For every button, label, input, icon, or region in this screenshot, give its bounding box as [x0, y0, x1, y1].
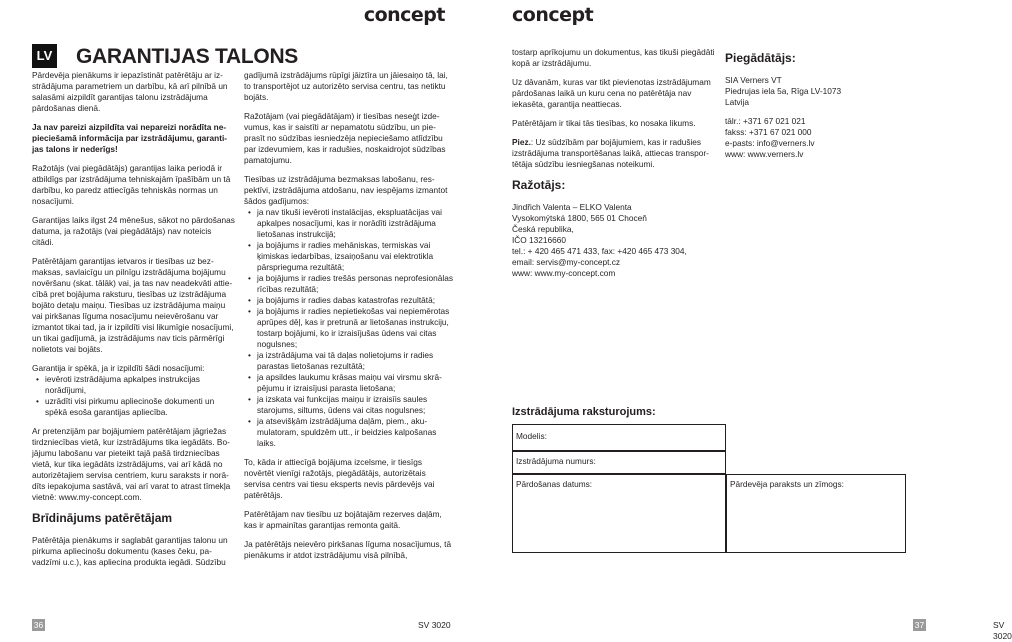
paragraph: Ražotājs (vai piegādātājs) garantijas laika periodā ir atbildīgs par izstrādājuma tehniskajām īpašībām un tā darbību, ko paredz attiecīgās tehniskās normas un nosacījumi.: [32, 163, 231, 206]
list-item: • ja nav tikuši ievēroti instalācijas, ekspluatācijas vai apkalpes nosacījumi, kas ir norādīti izstrādājuma lietošanas instrukcijā;: [244, 207, 453, 240]
contact-line: tālr.: +371 67 021 021: [725, 116, 806, 126]
model-number: SV 3020: [993, 620, 1012, 641]
note-text: : Uz sūdzībām par bojājumiem, kas ir radušies izstrādājuma transportēšanas laikā, attiecas transportētāja sūdzību iesniegšanas noteikumi.: [512, 137, 709, 169]
contact-line: www: www.verners.lv: [725, 149, 804, 159]
brand-logo: concept: [363, 4, 445, 26]
contact-line: www: www.my-concept.com: [512, 268, 616, 278]
address-line: Latvija: [725, 97, 749, 107]
text-column-2: [244, 70, 453, 569]
paragraph: Patērētājam nav tiesību uz bojātajām rezerves daļām, kas ir apmainītas garantijas remonta gaitā.: [244, 509, 442, 530]
field-label: Pārdošanas datums:: [516, 479, 593, 489]
contact-line: Česká republika,: [512, 224, 574, 234]
warning-paragraph: Ja nav pareizi aizpildīta vai nepareizi norādīta nepieciešamā informācija par izstrādājumu, garantijas talons ir nederīgs!: [32, 122, 228, 154]
list-item: • ievēroti izstrādājuma apkalpes instrukcijas norādījumi,: [32, 374, 235, 396]
paragraph: Ražotājam (vai piegādātājam) ir tiesības neseġt izdevumus, kas ir saistīti ar nepamatotu sūdzību, un pieprasīt no sūdzības iesniedzēja nepieciešamo atlīdzību par izdevumiem, kas ir radušies, noskaidrojot sūdzības pamatojumu.: [244, 111, 446, 165]
text-column-4: [725, 47, 935, 160]
paragraph: Ja patērētājs neievēro pirkšanas līguma nosacījumus, tā pienākums ir atdot izstrādājumu visā pilnībā,: [244, 539, 452, 560]
serial-number-field[interactable]: [512, 451, 726, 474]
contact-line: Jindřich Valenta – ELKO Valenta: [512, 202, 632, 212]
paragraph: To, kāda ir attiecīgā bojājuma izcelsme, ir tiesīgs novērtēt vienīgi ražotājs, piegādātājs, autorizētais servisa centrs vai tiesu eksperts nevis pārdevējs vai patērētājs.: [244, 457, 435, 500]
contact-line: e-pasts: info@verners.lv: [725, 138, 815, 148]
contact-line: email: servis@my-concept.cz: [512, 257, 621, 267]
paragraph: gadījumā izstrādājums rūpīgi jāiztīra un jāiesaiņo tā, lai, to transportējot uz autorizēto servisa centru, tas netiktu bojāts.: [244, 70, 448, 102]
right-page: [480, 0, 1012, 641]
list-item: • ja apsildes laukumu krāsas maiņu vai virsmu skrāpējumu ir izraisījusi parasta lietošana;: [244, 372, 453, 394]
list-item: • ja bojājums ir radies dabas katastrofas rezultātā;: [244, 295, 453, 306]
list-item: • ja izskata vai funkcijas maiņu ir izraisīis saules starojums, siltums, ūdens vai citas nogulsnes;: [244, 394, 453, 416]
model-field[interactable]: [512, 424, 726, 451]
section-heading: Piegādātājs:: [725, 51, 796, 65]
list-item: • uzrādīti visi pirkumu apliecinoše dokumenti un spēkā esoša garantijas apliecība.: [32, 396, 235, 418]
list-item: • ja bojājums ir radies nepietiekošas vai nepiemērotas aprūpes dēļ, kas ir pretrunā ar lietošanas instrukciju, tostarp bojājumi, ko ir izraisījušas ūdens vai citas nogulsnes;: [244, 306, 453, 350]
text-column-1: [32, 70, 235, 576]
section-heading: Ražotājs:: [512, 178, 566, 192]
paragraph: Uz dāvanām, kuras var tikt pievienotas izstrādājumam pārdošanas laikā un kuru cena no patērētāja nav iekasēta, garantija neattiecas.: [512, 77, 711, 109]
sale-date-field[interactable]: [512, 474, 726, 553]
paragraph: Garantija ir spēkā, ja ir izpildīti šādi nosacījumi:: [32, 363, 205, 373]
exclusions-list: [244, 207, 453, 449]
contact-line: Vysokomýtská 1800, 565 01 Choceň: [512, 213, 647, 223]
list-item: • ja izstrādājuma vai tā daļas nolietojums ir radies parastas lietošanas rezultātā;: [244, 350, 453, 372]
language-badge: LV: [32, 44, 57, 68]
note-paragraph: [512, 137, 717, 170]
paragraph: Patērētājam ir tikai tās tiesības, ko nosaka likums.: [512, 118, 696, 128]
contact-line: fakss: +371 67 021 000: [725, 127, 812, 137]
paragraph: Patērētāja pienākums ir saglabāt garantijas talonu un pirkuma apliecinošu dokumentu (kases čeku, pavadzīmi u.c.), kas apliecina produkta iegādi. Sūdzību: [32, 535, 228, 567]
list-item: • ja atsevišķām izstrādājuma daļām, piem., akumulatoram, spuldzēm utt., ir beidzies kalpošanas laiks.: [244, 416, 453, 449]
seller-signature-field[interactable]: [726, 474, 906, 553]
page-title: GARANTIJAS TALONS: [76, 45, 299, 68]
product-details-title: Izstrādājuma raksturojums:: [512, 406, 656, 418]
text-column-3: [512, 47, 717, 279]
conditions-list: [32, 374, 235, 418]
contact-line: tel.: + 420 465 471 433, fax: +420 465 473 304,: [512, 246, 687, 256]
left-page: [0, 0, 479, 632]
list-item: • ja bojājums ir radies trešās personas neprofesionālas rīcības rezultātā;: [244, 273, 453, 295]
address-line: Piedrujas iela 5a, Rīga LV-1073: [725, 86, 842, 96]
paragraph: tostarp aprīkojumu un dokumentus, kas tikuši piegādāti kopā ar izstrādājumu.: [512, 47, 715, 68]
list-item: • ja bojājums ir radies mehāniskas, termiskas vai ķimiskas iedarbības, izsaiņošanu vai elektrotikla pārspriegumа rezultātā;: [244, 240, 453, 273]
page-number: 37: [914, 620, 925, 630]
field-label: Modelis:: [516, 431, 547, 441]
page-number: 36: [33, 620, 44, 630]
section-heading: Brīdinājums patērētājam: [32, 511, 173, 525]
paragraph: Pārdevēja pienākums ir iepazīstināt patērētāju ar izstrādājuma parametriem un darbību, kā arī pilnībā un salasāmi aizpildīt garantijas talonu izstrādājuma pārdošanas dienā.: [32, 70, 228, 113]
paragraph: Patērētājam garantijas ietvaros ir tiesības uz bezmaksas, savlaicīgu un pilnīgu izstrādājuma bojājumu novēršanu (skat. tālāk) vai, ja tas nav neadekvāti attiecībā pret bojājuma raksturu, tiesības uz izstrādājuma bojāto detaļu maiņu. Tiesības uz izstrādājuma maiņu vai pirkšanas līguma nosacījumu neievērošanu var izmantot tikai tad, ja ir izpildīti visi likumīgie nosacījumi, un tikai gadījumā, ja izstrādājums nav ticis pārmērīgi nolietots vai bojāts.: [32, 256, 234, 354]
paragraph: Tiesības uz izstrādājuma bezmaksas labošanu, respektīvi, izstrādājuma atdošanu, nav iespējams izmantot šādos gadījumos:: [244, 174, 448, 206]
model-number: SV 3020: [418, 620, 451, 630]
paragraph: Ar pretenzijām par bojājumiem patērētājam jāgriežas tirdzniecības vietā, kur izstrādājums tika iegādāts. Bojājumu labošanu var pieteikt tajā pašā tirdzniecības vietā, kur tika iegādāts izstrādājums, vai arī kādā no autorizētajiem servisa centriem, kuru saraksts ir norādīts iepakojuma sastāvā, vai arī varat to atrast tīmekļa vietnē: www.my-concept.com.: [32, 426, 231, 502]
field-label: Izstrādājuma numurs:: [516, 456, 596, 466]
note-label: Piez.: [512, 137, 531, 147]
field-label: Pārdevēja paraksts un zīmogs:: [730, 479, 844, 489]
address-line: SIA Verners VT: [725, 75, 782, 85]
paragraph: Garantijas laiks ilgst 24 mēnešus, sākot no pārdošanas datuma, ja ražotājs (vai piegādātājs) nav noteicis citādi.: [32, 215, 235, 247]
contact-line: IČO 13216660: [512, 235, 566, 245]
brand-logo: concept: [512, 4, 594, 26]
